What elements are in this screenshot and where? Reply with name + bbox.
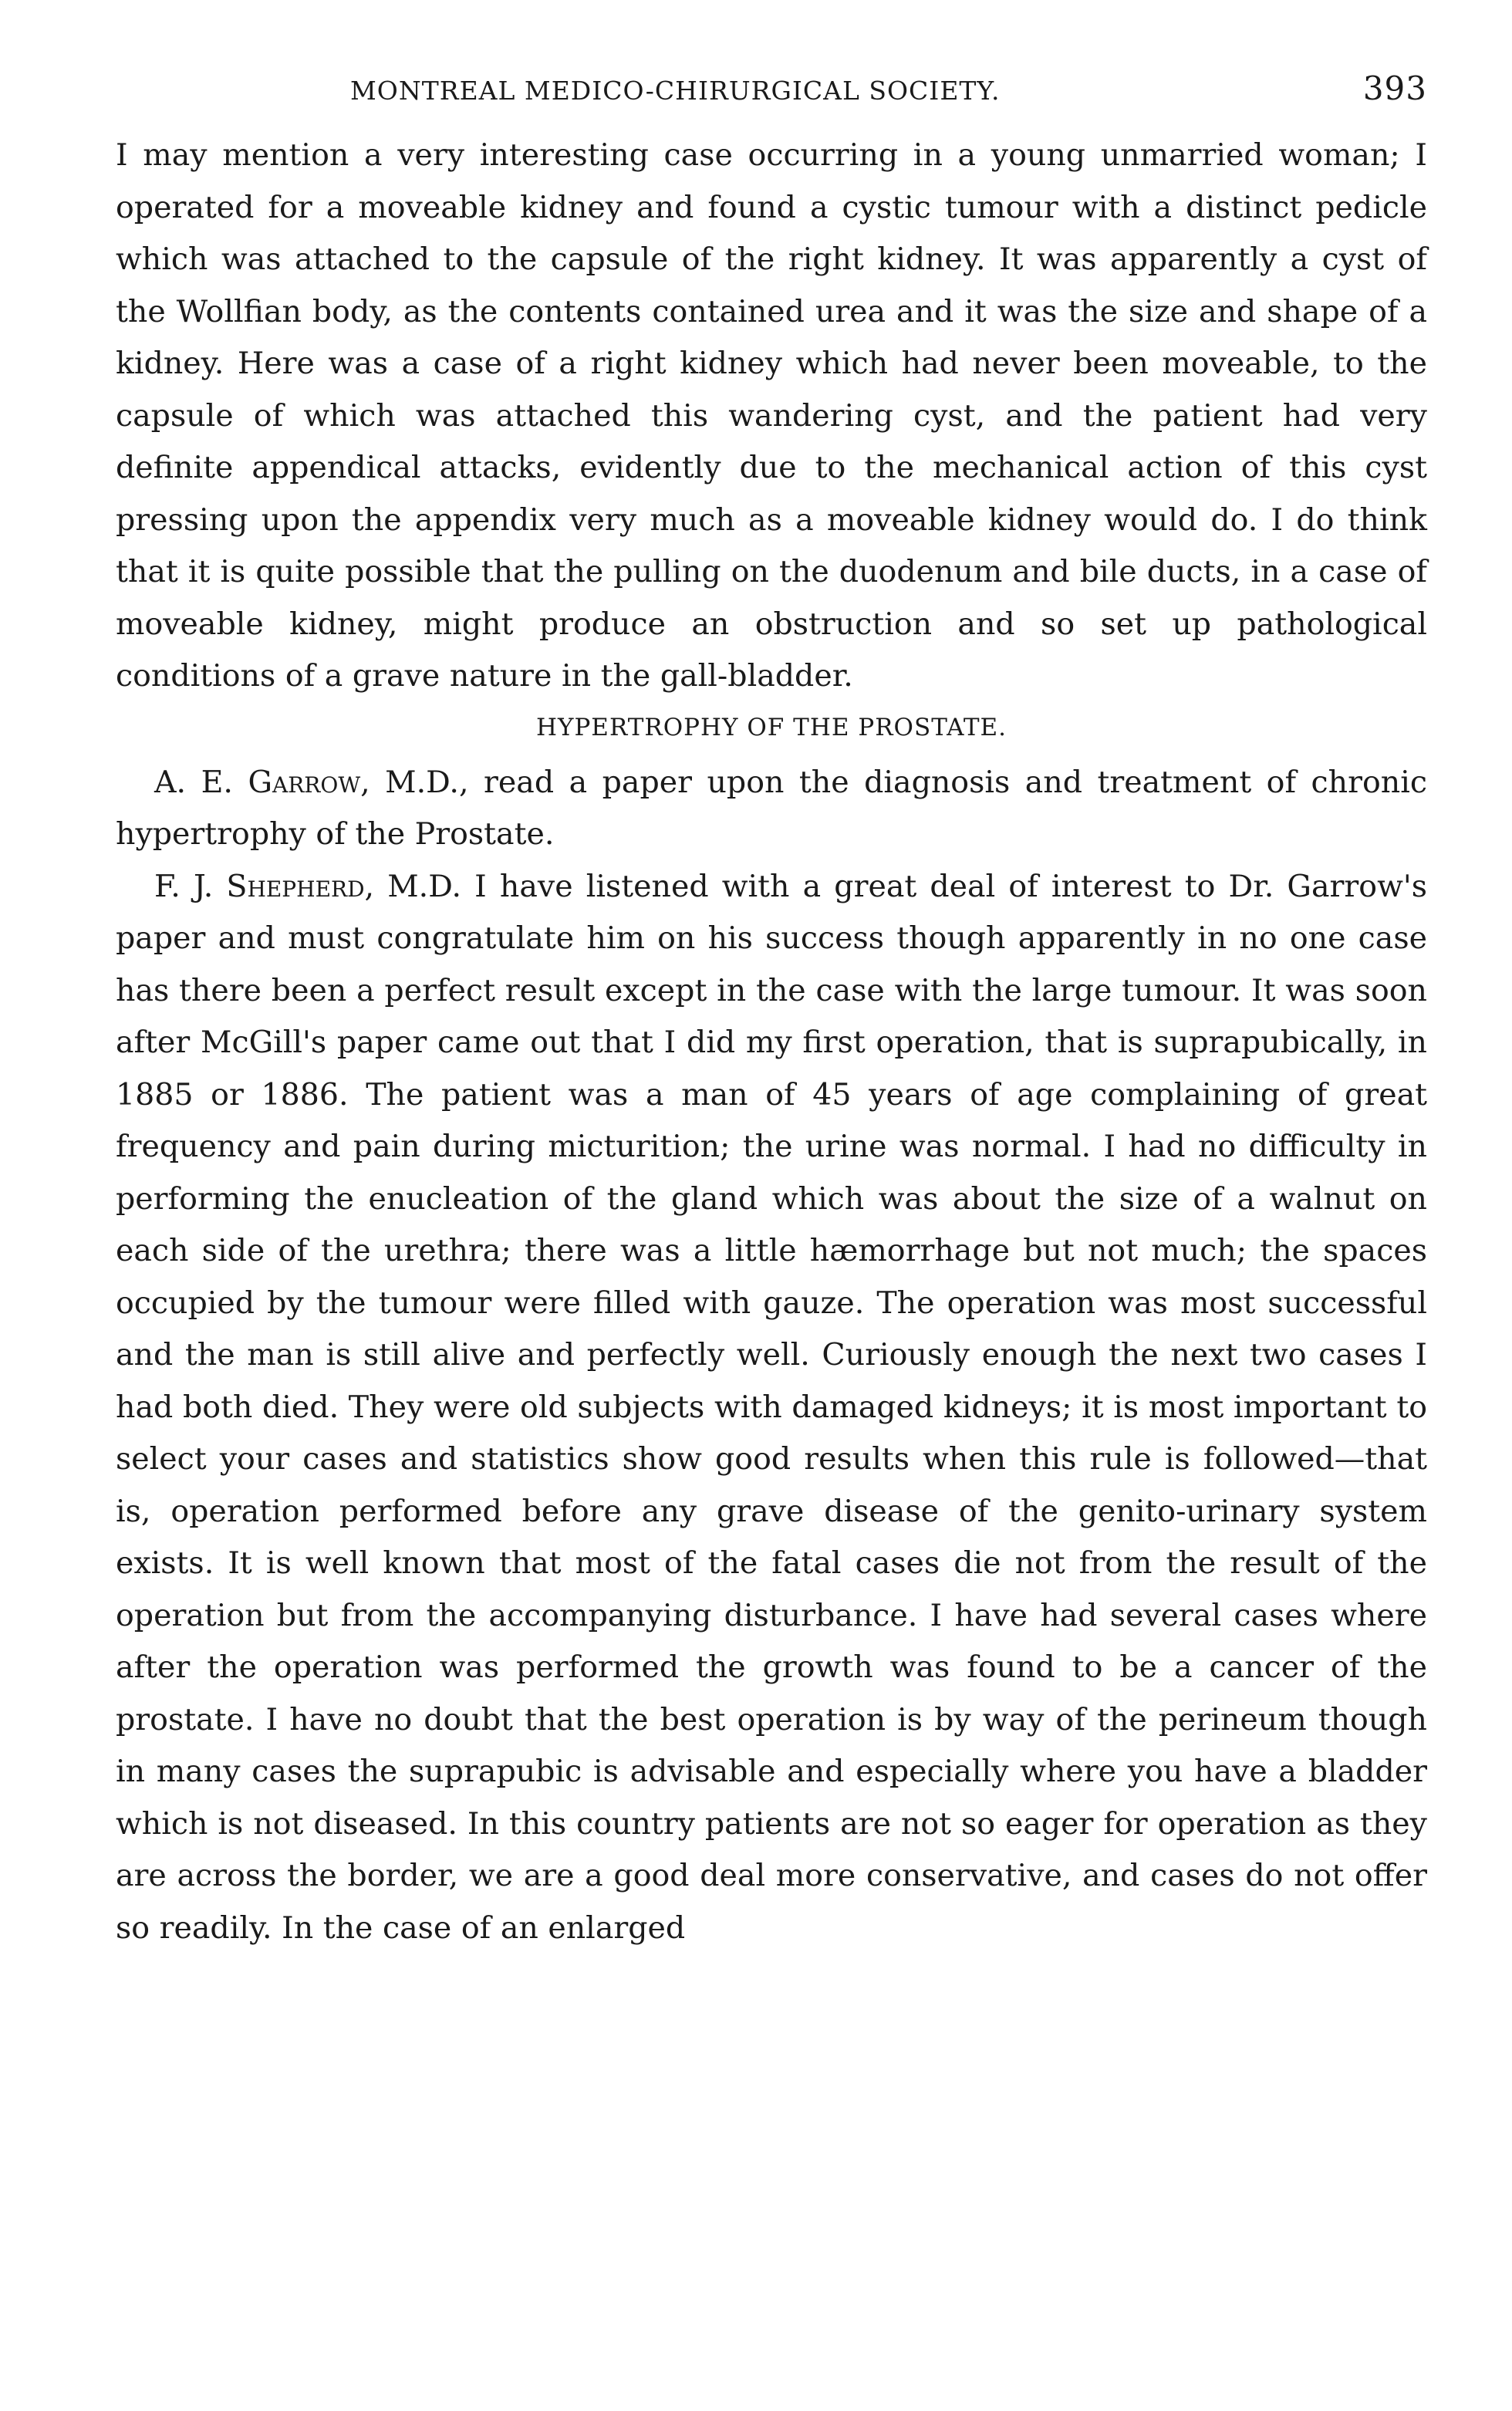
paragraph-moveable-kidney: I may mention a very interesting case occurring in a young unmarried woman; I operated for a moveable kidney and found a cystic tumour with a distinct pedicle which was attached to the capsule of the right kidney. It was apparently a cyst of the Wollfian body, as the contents contained urea and it was the size and shape of a kidney. Here was a case of a right kidney which had never been moveable, to the capsule of which was attached this wandering cyst, and the patient had very definite appendical attacks, evidently due to the mechanical action of this cyst pressing upon the appendix very much as a moveable kidney would do. I do think that it is quite possible that the pulling on the duodenum and bile ducts, in a case of moveable kidney, might produce an obstruction and so set up pathological conditions of a grave nature in the gall-bladder. (116, 137, 1427, 694)
document-page (116, 69, 1427, 1954)
section-heading: HYPERTROPHY OF THE PROSTATE. (535, 713, 1007, 741)
paragraph-shepherd (116, 861, 1427, 1955)
speaker-name: A. E. Garrow, M.D., (154, 764, 469, 800)
running-head-title: MONTREAL MEDICO-CHIRURGICAL SOCIETY. (350, 76, 1001, 106)
speaker-name: F. J. Shepherd, M.D. (154, 868, 462, 904)
paragraph-text: I have listened with a great deal of interest to Dr. Garrow's paper and must congratulate him on his success though apparently in no one case has there been a perfect result except in the case with the large tumour. It was soon after McGill's paper came out that I did my first operation, that is suprapubically, in 1885 or 1886. The patient was a man of 45 years of age complaining of great frequency and pain during micturition; the urine was normal. I had no difficulty in performing the enucleation of the gland which was about the size of a walnut on each side of the urethra; there was a little hæmorrhage but not much; the spaces occupied by the tumour were filled with gauze. The operation was most successful and the man is still alive and perfectly well. Curiously enough the next two cases I had both died. They were old subjects with damaged kidneys; it is most important to select your cases and statistics show good results when this rule is followed—that is, operation performed before any grave disease of the genito-urinary system exists. It is well known that most of the fatal cases die not from the result of the operation but from the accompanying disturbance. I have had several cases where after the operation was performed the growth was found to be a cancer of the prostate. I have no doubt that the best operation is by way of the perineum though in many cases the suprapubic is advisable and especially where you have a bladder which is not diseased. In this country patients are not so eager for operation as they are across the border, we are a good deal more conservative, and cases do not offer so readily. In the case of an enlarged (116, 868, 1428, 1946)
running-head (116, 69, 1427, 116)
paragraph-text: read a paper upon the diagnosis and treatment of chronic hypertrophy of the Prostate. (116, 764, 1427, 852)
paragraph-garrow (116, 757, 1427, 861)
page-number: 393 (1362, 69, 1427, 107)
